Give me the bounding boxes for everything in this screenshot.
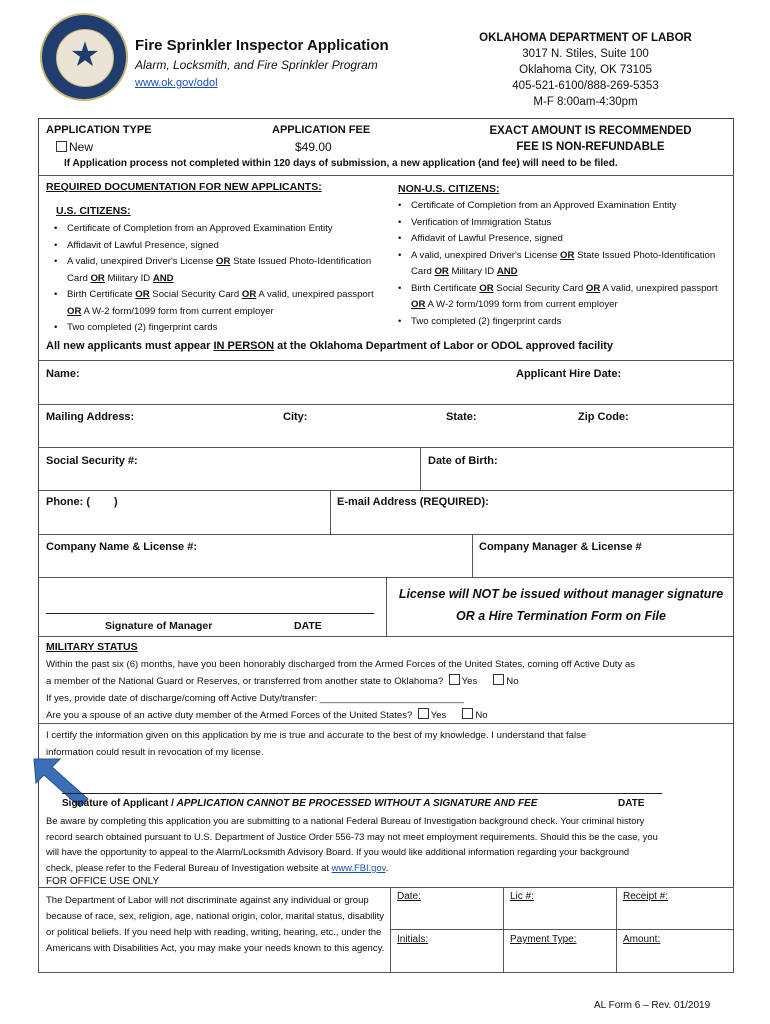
office-amount-field[interactable]: Amount:	[623, 934, 661, 945]
divider	[38, 490, 734, 491]
office-initials-field[interactable]: Initials:	[397, 934, 429, 945]
ssn-field[interactable]: Social Security #:	[46, 455, 138, 467]
office-date-field[interactable]: Date:	[397, 891, 421, 902]
agency-phone: 405-521-6100/888-269-5353	[512, 80, 659, 92]
in-person-notice	[46, 340, 613, 352]
agency-address-line1: 3017 N. Stiles, Suite 100	[522, 48, 649, 60]
doc-requirement-item: • Two completed (2) fingerprint cards	[50, 320, 375, 337]
fbi-line3: will have the opportunity to appeal to the Alarm/Locksmith Advisory Board. If you would like additional information regarding your background	[46, 846, 630, 857]
doc-requirement-text: A valid, unexpired passport	[256, 289, 374, 300]
doc-requirement-text: State Issued Photo-Identification Card	[411, 249, 716, 277]
program-subtitle: Alarm, Locksmith, and Fire Sprinkler Program	[135, 58, 378, 72]
fbi-line4-end: .	[385, 861, 389, 873]
divider	[330, 490, 331, 534]
office-payment-type-field[interactable]: Payment Type:	[510, 934, 577, 945]
office-receipt-field[interactable]: Receipt #:	[623, 891, 669, 902]
doc-requirement-text: OR	[216, 256, 231, 267]
required-docs-heading: REQUIRED DOCUMENTATION FOR NEW APPLICANTS:	[46, 181, 322, 193]
city-field[interactable]: City:	[283, 411, 308, 423]
form-number-footer: AL Form 6 – Rev. 01/2019	[594, 1000, 711, 1011]
new-checkbox[interactable]	[56, 140, 93, 154]
application-fee-value: $49.00	[295, 140, 332, 154]
divider	[38, 404, 734, 405]
divider	[616, 887, 617, 973]
agency-address-line2: Oklahoma City, OK 73105	[519, 64, 652, 76]
divider	[38, 447, 734, 448]
military-question-line2	[46, 673, 730, 690]
spouse-yes-label: Yes	[430, 710, 447, 721]
doc-requirement-text: OR	[241, 289, 257, 300]
doc-requirement-item: • Affidavit of Lawful Presence, signed	[50, 238, 375, 255]
doc-requirement-item: • Affidavit of Lawful Presence, signed	[394, 231, 724, 248]
state-seal-logo	[40, 13, 128, 101]
doc-requirement-item	[394, 281, 724, 314]
non-refundable-notice: FEE IS NON-REFUNDABLE	[516, 141, 665, 153]
doc-requirement-text: OR	[560, 249, 575, 261]
doc-requirement-text: Social Security Card	[149, 289, 242, 300]
divider	[472, 534, 473, 577]
manager-date-label: DATE	[294, 620, 322, 632]
non-us-citizens-heading: NON-U.S. CITIZENS:	[398, 183, 500, 195]
divider	[38, 723, 734, 724]
doc-requirement-item	[394, 248, 724, 281]
discharge-date-line[interactable]: If yes, provide date of discharge/coming off Active Duty/transfer: ___________________________	[46, 693, 464, 704]
us-citizens-heading: U.S. CITIZENS:	[56, 205, 131, 217]
doc-requirement-text: AND	[496, 266, 518, 277]
doc-requirement-item: • Certificate of Completion from an Approved Examination Entity	[50, 221, 375, 238]
spouse-no-label: No	[475, 710, 488, 721]
certification-statement	[46, 727, 730, 761]
doc-requirement-text: A valid, unexpired Driver's License	[411, 249, 561, 261]
divider	[38, 175, 734, 176]
doc-requirement-text: A valid, unexpired Driver's License	[67, 256, 217, 267]
phone-field[interactable]	[46, 496, 118, 508]
fbi-line2: record search obtained pursuant to U.S. Department of Justice Order 556-73 may not meet employment requirements. Should this be the case, you	[46, 830, 658, 842]
new-option-label: New	[69, 140, 94, 154]
in-person-pre: All new applicants must appear	[46, 340, 214, 352]
divider	[390, 929, 734, 930]
divider	[503, 887, 504, 973]
manager-signature-label: Signature of Manager	[105, 620, 213, 632]
fbi-notice	[46, 813, 730, 875]
military-question-line1: Within the past six (6) months, have you been honorably discharged from the Armed Forces of the United States, coming off Active Duty as	[46, 659, 636, 670]
agency-name: OKLAHOMA DEPARTMENT OF LABOR	[479, 32, 692, 44]
military-no-label: No	[506, 676, 519, 687]
certify-line2: information could result in revocation of my license.	[46, 747, 264, 758]
applicant-sig-text: Signature of Applicant /	[62, 798, 177, 809]
120-day-notice: If Application process not completed within 120 days of submission, a new application (and fee) will need to be filed.	[64, 158, 618, 169]
form-title: Fire Sprinkler Inspector Application	[135, 37, 389, 54]
name-field[interactable]: Name:	[46, 368, 80, 380]
doc-requirement-text: OR	[135, 289, 150, 300]
date-of-birth-field[interactable]: Date of Birth:	[428, 455, 498, 467]
fbi-website-link[interactable]: www.FBI.gov	[331, 861, 386, 873]
fbi-line4	[46, 860, 730, 876]
military-status-heading: MILITARY STATUS	[46, 641, 138, 653]
us-citizens-list	[50, 221, 375, 337]
application-fee-label: APPLICATION FEE	[272, 124, 371, 136]
doc-requirement-text: A W-2 form/1099 form from current employer	[425, 299, 618, 310]
spouse-no-checkbox[interactable]	[462, 708, 473, 719]
checkbox-box[interactable]	[56, 141, 67, 152]
divider	[38, 360, 734, 361]
agency-address-block	[458, 30, 713, 110]
non-discrimination-statement: The Department of Labor will not discriminate against any individual or group because of race, sex, religion, age, national origin, color, marital status, disability or political beliefs. If you need help with reading, writing, hearing, etc., under the Americans with Disabilities Act, you may make your needs known to this agency.	[46, 895, 385, 954]
military-yes-label: Yes	[461, 676, 478, 687]
phone-paren: )	[114, 496, 118, 508]
exact-amount-notice: EXACT AMOUNT IS RECOMMENDED	[489, 125, 692, 137]
doc-requirement-text: OR	[67, 305, 82, 317]
military-q2-text: a member of the National Guard or Reserves, or transferred from another state to Oklahoma?	[46, 676, 444, 687]
applicant-signature-line[interactable]	[62, 793, 662, 794]
certify-line1: I certify the information given on this application by me is true and accurate to the best of my knowledge. I understand that false	[46, 730, 587, 741]
company-manager-field[interactable]: Company Manager & License #	[479, 541, 642, 553]
doc-requirement-item: • Verification of Immigration Status	[394, 215, 724, 232]
manager-signature-line[interactable]	[46, 613, 374, 614]
phone-label: Phone: (	[46, 496, 90, 508]
spouse-yes-checkbox[interactable]	[418, 708, 429, 719]
seal-star-icon: ★	[69, 36, 101, 74]
divider	[390, 887, 391, 973]
doc-requirement-text: AND	[152, 272, 174, 284]
divider	[38, 636, 734, 637]
doc-requirement-text: State Issued Photo-Identification Card	[67, 256, 372, 284]
spouse-question-line	[46, 707, 730, 724]
applicant-date-label: DATE	[618, 798, 645, 809]
seal-center	[56, 29, 114, 87]
divider	[420, 447, 421, 490]
mailing-address-field[interactable]: Mailing Address:	[46, 411, 135, 423]
office-use-heading: FOR OFFICE USE ONLY	[46, 876, 160, 887]
doc-requirement-text: Birth Certificate	[67, 289, 136, 300]
doc-requirement-text: OR	[90, 272, 105, 284]
fbi-line1: Be aware by completing this application you are submitting to a national Federal Bureau of Investigation background check. Your criminal history	[46, 815, 645, 826]
applicant-sig-warning: APPLICATION CANNOT BE PROCESSED WITHOUT A SIGNATURE AND FEE	[176, 798, 538, 809]
doc-requirement-item: • Certificate of Completion from an Approved Examination Entity	[394, 198, 724, 215]
doc-requirement-text: Social Security Card	[493, 282, 586, 294]
doc-requirement-text: Military ID	[448, 266, 497, 277]
doc-requirement-text: OR	[434, 266, 449, 277]
state-field[interactable]: State:	[446, 411, 477, 423]
doc-requirement-item	[50, 287, 375, 320]
divider	[38, 534, 734, 535]
doc-requirement-text: A valid, unexpired passport	[600, 282, 718, 294]
hire-date-field[interactable]: Applicant Hire Date:	[516, 368, 622, 380]
doc-requirement-item: • Two completed (2) fingerprint cards	[394, 314, 724, 331]
agency-hours: M-F 8:00am-4:30pm	[533, 96, 638, 108]
website-link[interactable]: www.ok.gov/odol	[135, 77, 218, 89]
company-name-field[interactable]: Company Name & License #:	[46, 541, 197, 553]
manager-warning-line1: License will NOT be issued without manager signature	[398, 587, 724, 601]
manager-warning-line2: OR a Hire Termination Form on File	[456, 609, 666, 623]
divider	[386, 577, 387, 636]
military-no-checkbox[interactable]	[493, 674, 504, 685]
email-field[interactable]: E-mail Address (REQUIRED):	[337, 496, 489, 508]
non-us-citizens-list	[394, 198, 724, 330]
military-yes-checkbox[interactable]	[449, 674, 460, 685]
doc-requirement-item	[50, 254, 375, 287]
fbi-line4-text: check, please refer to the Federal Bureau of Investigation website at	[46, 861, 332, 873]
doc-requirement-text: OR	[479, 282, 494, 294]
military-question-block	[46, 656, 730, 724]
in-person-post: at the Oklahoma Department of Labor or ODOL approved facility	[274, 340, 614, 352]
doc-requirement-text: Military ID	[104, 272, 153, 284]
office-license-field[interactable]: Lic #:	[510, 891, 534, 902]
applicant-signature-label	[62, 798, 537, 809]
doc-requirement-text: A W-2 form/1099 form from current employer	[81, 305, 274, 317]
spouse-question-text: Are you a spouse of an active duty member of the Armed Forces of the United States?	[46, 710, 413, 721]
zip-code-field[interactable]: Zip Code:	[578, 411, 629, 423]
application-type-label: APPLICATION TYPE	[46, 124, 152, 136]
in-person-emphasis: IN PERSON	[213, 340, 275, 352]
doc-requirement-text: OR	[411, 299, 426, 310]
doc-requirement-text: OR	[585, 282, 601, 294]
doc-requirement-text: Birth Certificate	[411, 282, 480, 294]
